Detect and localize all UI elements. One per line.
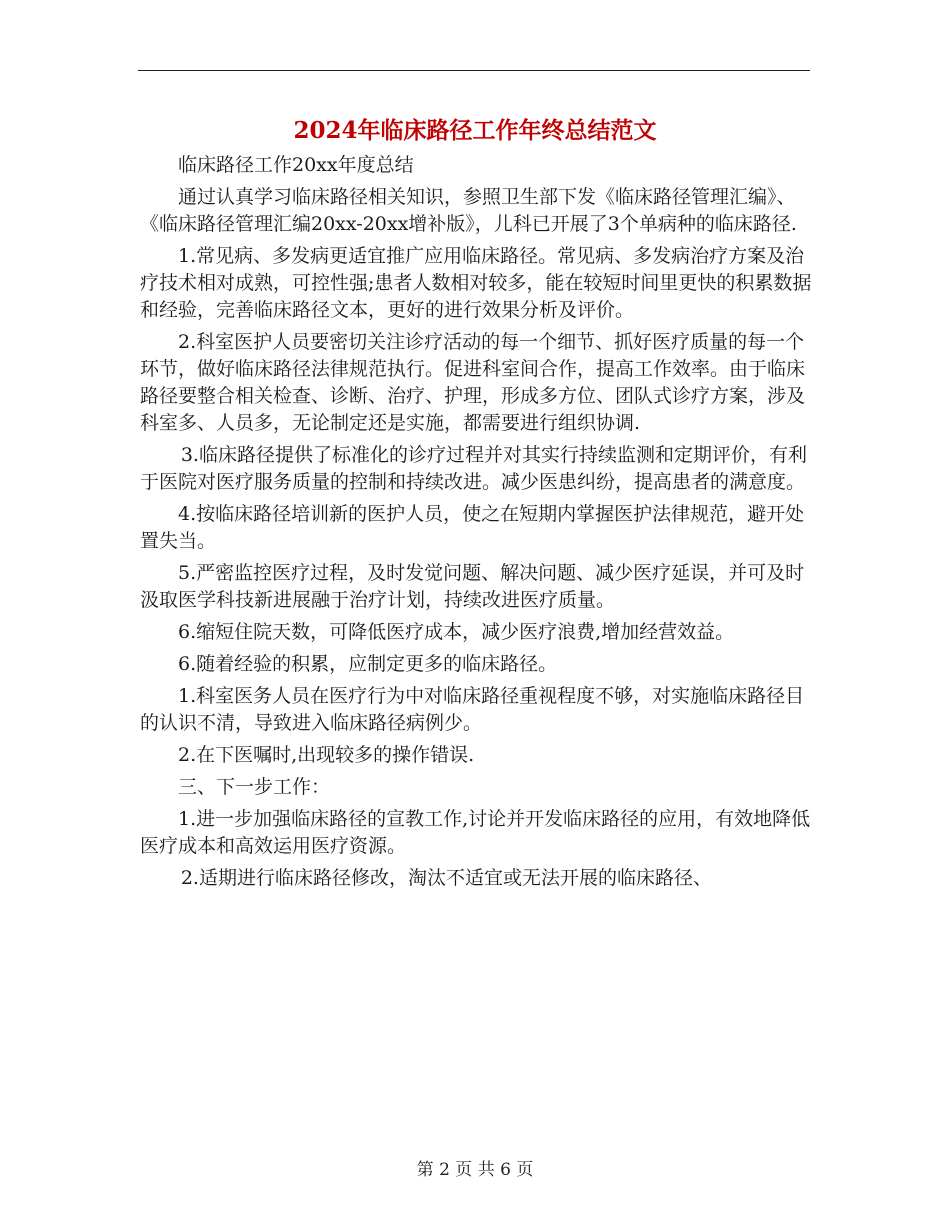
paragraph-subtitle: 临床路径工作20xx年度总结	[178, 154, 414, 176]
paragraph-intro: 通过认真学习临床路径相关知识，参照卫生部下发《临床路径管理汇编》、《临床路径管理汇编20xx-20xx增补版》，儿科已开展了3个单病种的临床路径.	[140, 186, 797, 235]
footer-total-pages: 6	[500, 1160, 511, 1180]
section-heading-next-steps: 三、下一步工作：	[178, 776, 331, 798]
document-title: 2024年临床路径工作年终总结范文	[293, 117, 657, 144]
header-rule	[138, 70, 810, 71]
paragraph-item-6b: 6.随着经验的积累，应制定更多的临床路径。	[178, 653, 558, 675]
paragraph-item-5: 5.严密监控医疗过程，及时发觉问题、解决问题、减少医疗延误，并可及时汲取医学科技新进展融于治疗计划，持续改进医疗质量。	[140, 562, 805, 611]
paragraph-item-2: 2.科室医护人员要密切关注诊疗活动的每一个细节、抓好医疗质量的每一个环节，做好临床路径法律规范执行。促进科室间合作，提高工作效率。由于临床路径要整合相关检查、诊断、治疗、护理，形成多方位、团队式诊疗方案，涉及科室多、人员多，无论制定还是实施，都需要进行组织协调.	[140, 331, 806, 434]
paragraph-item-6a: 6.缩短住院天数，可降低医疗成本，减少医疗浪费,增加经营效益。	[178, 621, 735, 643]
footer-prefix: 第	[416, 1160, 434, 1180]
paragraph-problem-2: 2.在下医嘱时,出现较多的操作错误.	[178, 744, 475, 766]
page-footer	[0, 1155, 950, 1180]
paragraph-item-1: 1.常见病、多发病更适宜推广应用临床路径。常见病、多发病治疗方案及治疗技术相对成熟，可控性强;患者人数相对较多，能在较短时间里更快的积累数据和经验，完善临床路径文本，更好的进行效果分析及评价。	[140, 245, 812, 321]
footer-middle: 页 共	[455, 1160, 495, 1180]
footer-page-number: 2	[439, 1160, 450, 1180]
paragraph-item-4: 4.按临床路径培训新的医护人员，使之在短期内掌握医护法律规范，避开处置失当。	[140, 503, 805, 552]
document-body	[140, 152, 820, 892]
paragraph-problem-1: 1.科室医务人员在医疗行为中对临床路径重视程度不够，对实施临床路径目的认识不清，导致进入临床路径病例少。	[140, 685, 805, 734]
paragraph-next-2: 2.适期进行临床路径修改，淘汰不适宜或无法开展的临床路径、	[180, 867, 712, 889]
footer-suffix: 页	[516, 1160, 534, 1180]
paragraph-item-3: 3.临床路径提供了标准化的诊疗过程并对其实行持续监测和定期评价，有利于医院对医疗服务质量的控制和持续改进。减少医患纠纷，提高患者的满意度。	[140, 444, 807, 493]
paragraph-next-1: 1.进一步加强临床路径的宣教工作,讨论并开发临床路径的应用，有效地降低医疗成本和高效运用医疗资源。	[140, 808, 811, 857]
